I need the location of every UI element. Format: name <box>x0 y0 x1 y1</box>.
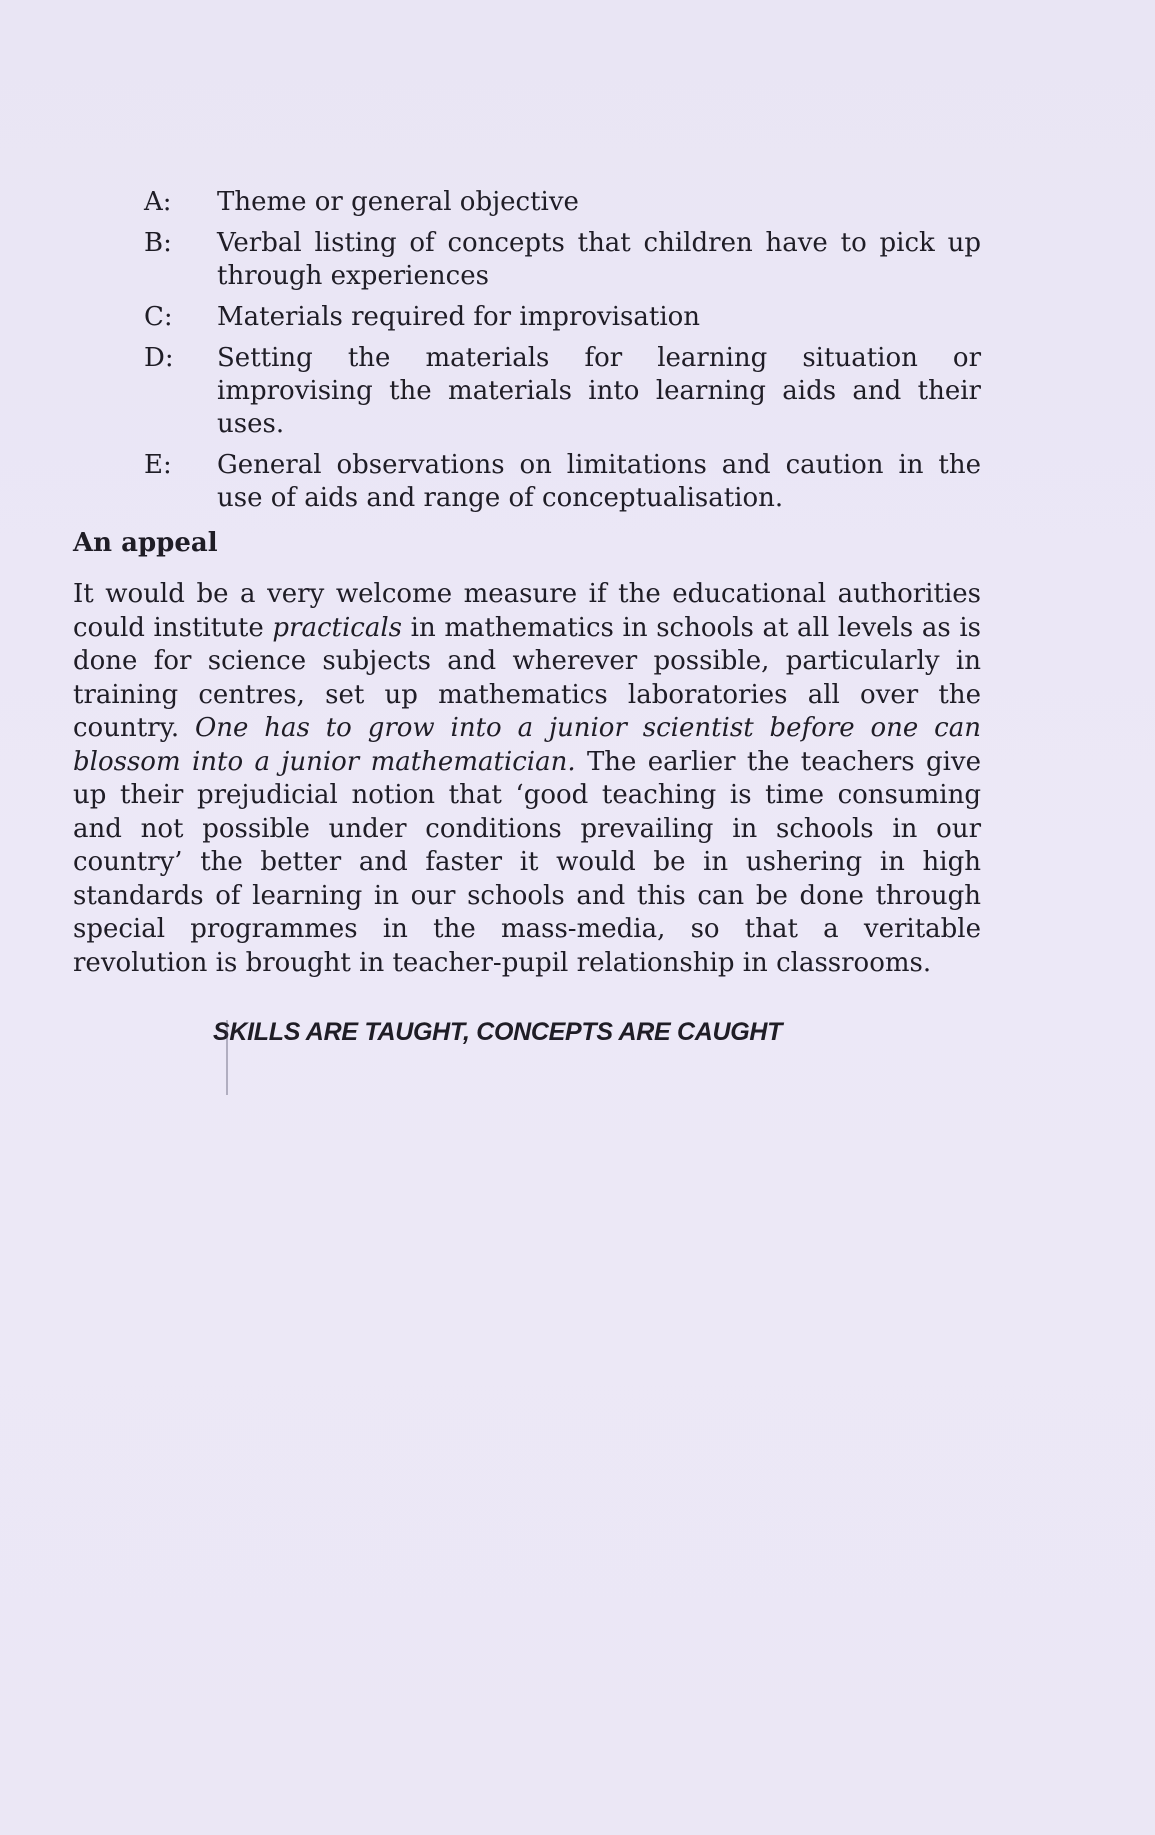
paragraph-emphasis-practicals: practicals <box>272 612 402 643</box>
list-item <box>73 186 981 219</box>
list-item-letter: E: <box>144 450 172 480</box>
list-item-letter: D: <box>144 343 174 373</box>
appeal-paragraph <box>73 578 981 980</box>
list-item-letter: C: <box>144 302 173 332</box>
list-item-text: General observations on limitations and caution in the use of aids and range of conceptualisation. <box>217 450 981 513</box>
paragraph-text-part1: It would be a very welcome measure if the educational authorities could institute <box>73 579 981 643</box>
list-item-text: Setting the materials for learning situation or improvising the materials into learning aids and their uses. <box>217 343 981 439</box>
paragraph-text-part3: The earlier the teachers give up their prejudicial notion that ‘good teaching is time consuming and not possible under conditions prevailing in schools in our country’ the better and faster it would be in ushering in high standards of learning in our schools and this can be done through special programmes in the mass-media, so that a veritable revolution is brought in teacher-pupil relationship in classrooms. <box>73 746 981 978</box>
list-item <box>73 301 981 334</box>
list-item <box>73 227 981 293</box>
closing-motto: SKILLS ARE TAUGHT, CONCEPTS ARE CAUGHT <box>213 1018 783 1046</box>
section-heading: An appeal <box>73 528 218 558</box>
list-item-letter: B: <box>144 228 172 258</box>
scan-artifact-line <box>226 1020 228 1095</box>
list-item-text: Verbal listing of concepts that children have to pick up through experiences <box>217 228 981 291</box>
list-item-letter: A: <box>144 187 172 217</box>
paragraph-italic-sentence: One has to grow into a junior scientist before one can blossom into a junior mathematician. <box>73 713 981 777</box>
page-content <box>73 186 981 1047</box>
list-item-text: Materials required for improvisation <box>217 302 701 332</box>
aids-outline-list <box>73 186 981 515</box>
list-item <box>73 342 981 441</box>
paragraph-text-part2: in mathematics in schools at all levels as is done for science subjects and wherever possible, particularly in training centres, set up mathematics laboratories all over the country. <box>73 612 981 743</box>
list-item <box>73 449 981 515</box>
list-item-text: Theme or general objective <box>217 187 579 217</box>
